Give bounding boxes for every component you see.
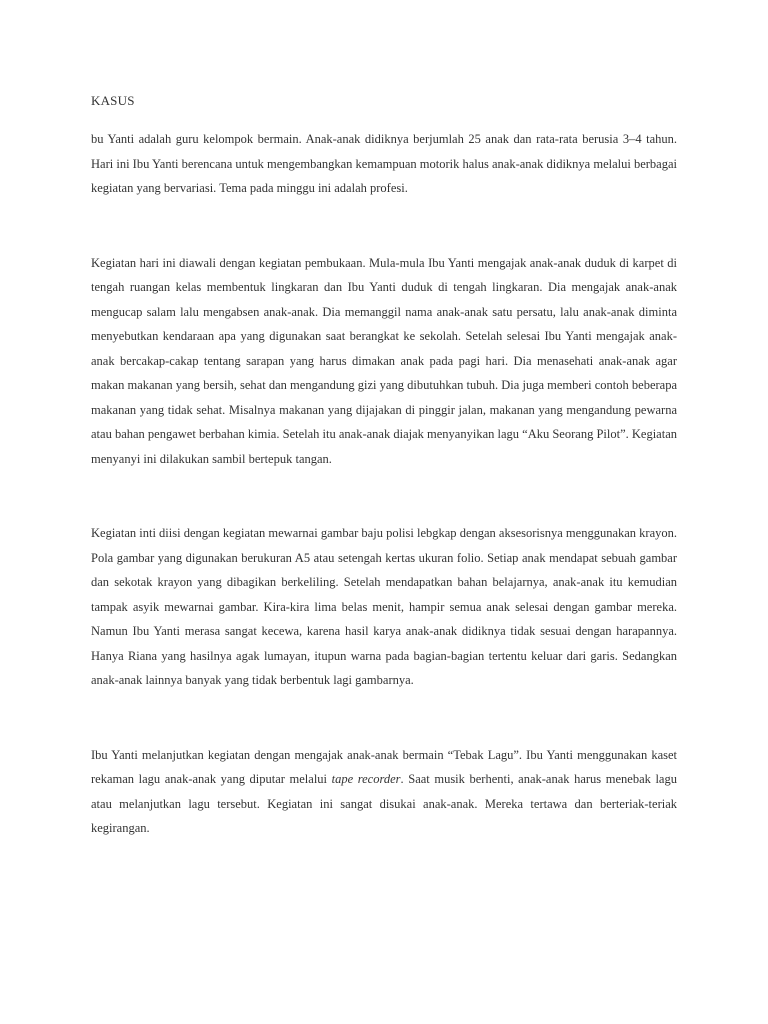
paragraph-opening-activity: Kegiatan hari ini diawali dengan kegiatan pembukaan. Mula-mula Ibu Yanti mengajak anak-anak duduk di karpet di tengah ruangan kelas membentuk lingkaran dan Ibu Yanti duduk di tengah lingkaran. Dia mengajak anak-anak mengucap salam lalu mengabsen anak-anak. Dia memanggil nama anak-anak satu persatu, lalu anak-anak diminta menyebutkan kendaraan apa yang digunakan saat berangkat ke sekolah. Setelah selesai Ibu Yanti mengajak anak-anak bercakap-cakap tentang sarapan yang harus dimakan anak pada pagi hari. Dia menasehati anak-anak agar makan makanan yang bersih, sehat dan mengandung gizi yang dibutuhkan tubuh. Dia juga memberi contoh beberapa makanan yang tidak sehat. Misalnya makanan yang dijajakan di pinggir jalan, makanan yang mengandung pewarna atau bahan pengawet berbahan kimia. Setelah itu anak-anak diajak menyanyikan lagu “Aku Seorang Pilot”. Kegiatan menyanyi ini dilakukan sambil bertepuk tangan. <box>91 255 677 466</box>
document-page <box>91 92 677 841</box>
document-heading: KASUS <box>91 93 135 108</box>
paragraph-intro: bu Yanti adalah guru kelompok bermain. Anak-anak didiknya berjumlah 25 anak dan rata-rata berusia 3–4 tahun. Hari ini Ibu Yanti berencana untuk mengembangkan kemampuan motorik halus anak-anak didiknya melalui berbagai kegiatan yang bervariasi. Tema pada minggu ini adalah profesi. <box>91 132 677 195</box>
paragraph-closing-text-end: . Saat musik berhenti, anak-anak harus menebak lagu atau melanjutkan lagu tersebut. Kegiatan ini sangat disukai anak-anak. Mereka tertawa dan berteriak-teriak kegirangan. <box>91 772 677 835</box>
paragraph-closing-activity <box>91 743 677 841</box>
paragraph-closing-text-start: Ibu Yanti melanjutkan kegiatan dengan mengajak anak-anak bermain “Tebak Lagu”. Ibu Yanti menggunakan kaset rekaman lagu anak-anak yang diputar melalui <box>91 747 677 786</box>
paragraph-closing-italic: tape recorder <box>331 772 401 786</box>
paragraph-core-activity: Kegiatan inti diisi dengan kegiatan mewarnai gambar baju polisi lebgkap dengan aksesorisnya menggunakan krayon. Pola gambar yang digunakan berukuran A5 atau setengah kertas ukuran folio. Setiap anak mendapat sebuah gambar dan sekotak krayon yang dibagikan berkeliling. Setelah mendapatkan bahan belajarnya, anak-anak itu kemudian tampak asyik mewarnai gambar. Kira-kira lima belas menit, hampir semua anak selesai dengan gambar mereka. Namun Ibu Yanti merasa sangat kecewa, karena hasil karya anak-anak didiknya tidak sesuai dengan harapannya. Hanya Riana yang hasilnya agak lumayan, itupun warna pada bagian-bagian tertentu keluar dari garis. Sedangkan anak-anak lainnya banyak yang tidak berbentuk lagi gambarnya. <box>91 526 677 687</box>
